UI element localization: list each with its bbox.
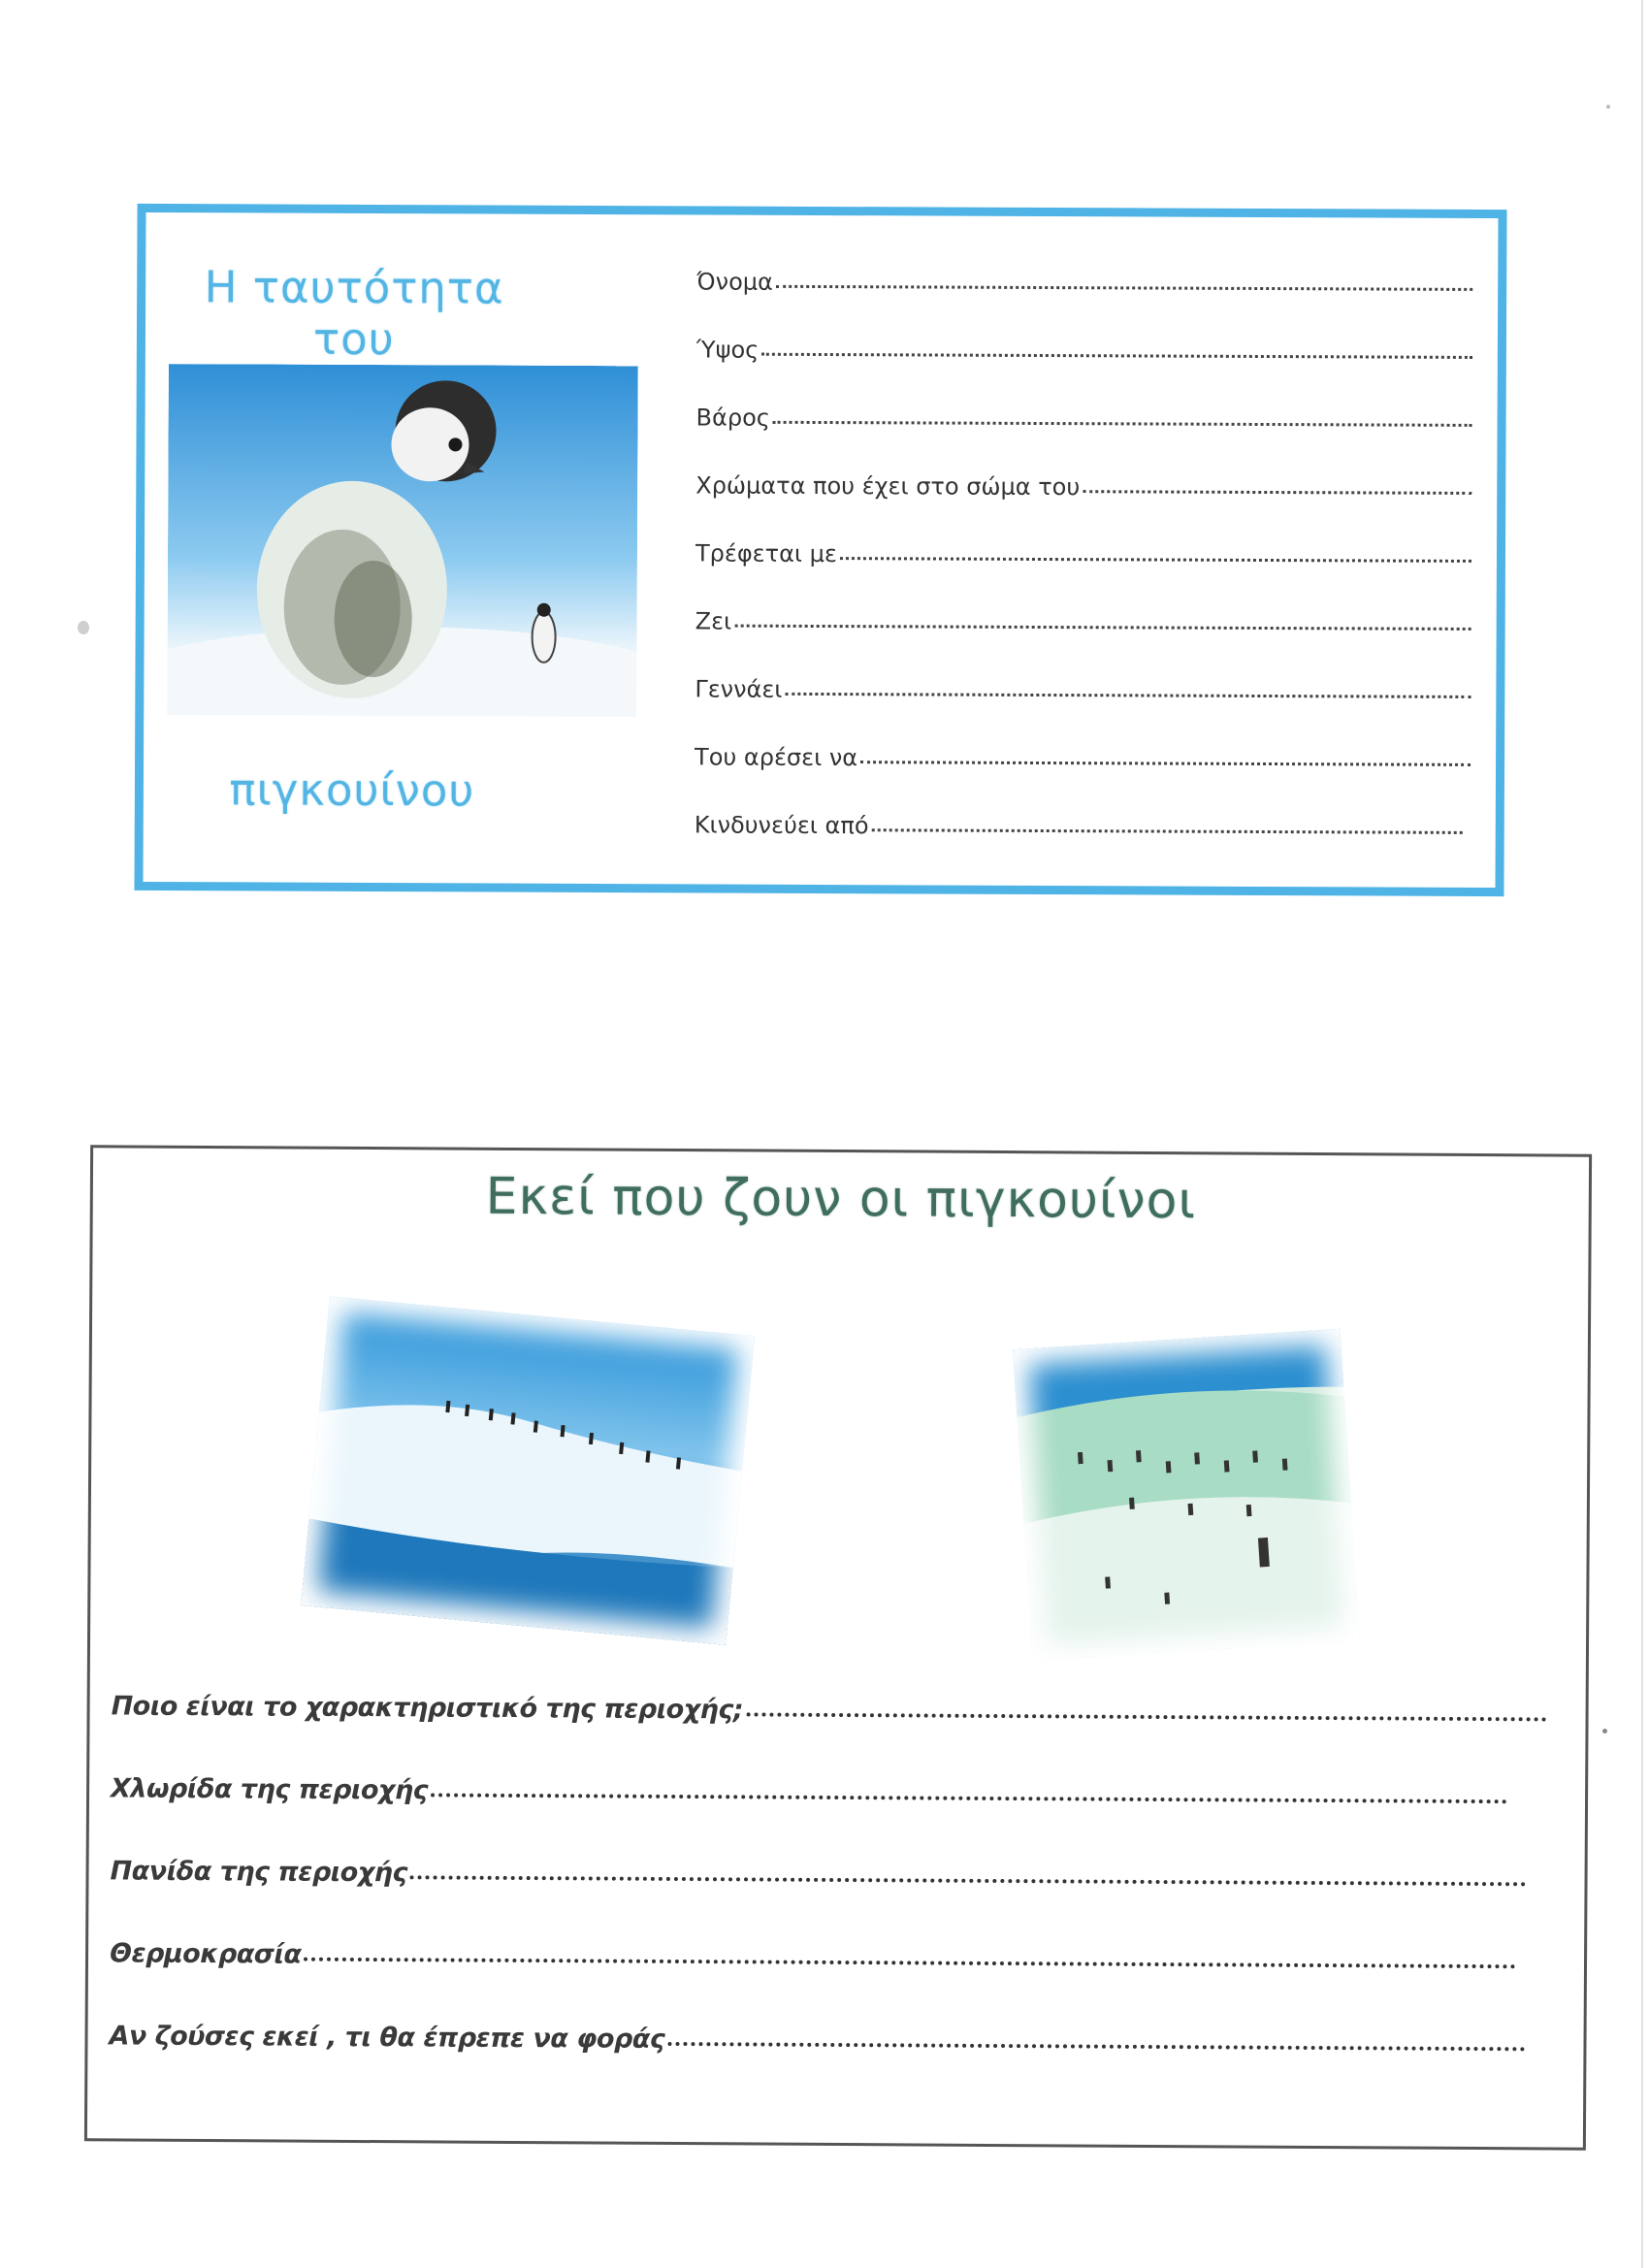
- answer-line[interactable]: [304, 1957, 1516, 1969]
- field-body-colors[interactable]: [695, 471, 1471, 542]
- field-reproduction[interactable]: [695, 675, 1471, 746]
- field-weight[interactable]: [695, 404, 1471, 474]
- field-likes[interactable]: [695, 743, 1471, 814]
- field-name[interactable]: [696, 268, 1472, 339]
- habitat-questions: [109, 1691, 1547, 2112]
- field-label: Ύψος: [695, 336, 760, 364]
- answer-line[interactable]: [860, 760, 1471, 766]
- field-label: Χρώματα που έχει στο σώμα του: [695, 471, 1081, 502]
- field-food[interactable]: [695, 539, 1471, 610]
- answer-line[interactable]: [773, 420, 1472, 427]
- photo-fade: [1013, 1329, 1360, 1662]
- field-height[interactable]: [696, 336, 1472, 406]
- identity-title-top: Η ταυτότητα του: [204, 261, 504, 366]
- answer-line[interactable]: [761, 352, 1472, 359]
- field-label: Του αρέσει να: [695, 743, 858, 772]
- question-fauna[interactable]: [110, 1856, 1545, 1947]
- answer-line[interactable]: [872, 827, 1463, 834]
- photo-fade: [301, 1296, 755, 1645]
- field-label: Τρέφεται με: [695, 539, 837, 568]
- answer-line[interactable]: [734, 624, 1471, 631]
- penguin-colony-photo: [1013, 1329, 1360, 1662]
- question-label: Θερμοκρασία: [109, 1938, 302, 1970]
- page-edge-line: [1641, 0, 1643, 2268]
- penguin-habitat-card: [84, 1145, 1592, 2150]
- identity-title-bottom: πιγκουίνου: [229, 763, 475, 817]
- field-label: Όνομα: [696, 268, 773, 296]
- answer-line[interactable]: [840, 556, 1471, 563]
- question-label: Ποιο είναι το χαρακτηριστικό της περιοχής;: [111, 1691, 744, 1726]
- penguins-on-iceberg-photo: [301, 1296, 755, 1645]
- identity-fields: [695, 268, 1473, 882]
- scan-speck: [1602, 1729, 1607, 1733]
- question-label: Αν ζούσες εκεί , τι θα έπρεπε να φοράς: [109, 2021, 665, 2055]
- answer-line[interactable]: [410, 1874, 1527, 1886]
- answer-line[interactable]: [785, 692, 1471, 698]
- answer-line[interactable]: [776, 284, 1472, 291]
- habitat-title: Εκεί που ζουν οι πιγκουίνοι: [485, 1167, 1197, 1231]
- field-dangers[interactable]: [695, 811, 1471, 882]
- answer-line[interactable]: [667, 2041, 1525, 2051]
- answer-line[interactable]: [1083, 489, 1471, 495]
- question-region-feature[interactable]: [111, 1691, 1546, 1782]
- field-label: Γεννάει: [695, 675, 783, 703]
- question-label: Χλωρίδα της περιοχής: [111, 1773, 429, 1806]
- question-temperature[interactable]: [110, 1938, 1545, 2029]
- question-label: Πανίδα της περιοχής: [110, 1856, 408, 1889]
- question-clothing[interactable]: [109, 2021, 1544, 2112]
- penguin-chick-photo: [167, 364, 638, 717]
- field-habitat[interactable]: [695, 607, 1471, 678]
- field-label: Βάρος: [695, 404, 770, 432]
- scan-speck: [1606, 105, 1610, 109]
- scan-speck: [78, 621, 89, 634]
- answer-line[interactable]: [746, 1711, 1546, 1721]
- field-label: Κινδυνεύει από: [694, 811, 869, 840]
- question-flora[interactable]: [111, 1773, 1546, 1864]
- answer-line[interactable]: [431, 1792, 1507, 1803]
- penguin-identity-card: [134, 204, 1506, 896]
- field-label: Ζει: [695, 607, 732, 635]
